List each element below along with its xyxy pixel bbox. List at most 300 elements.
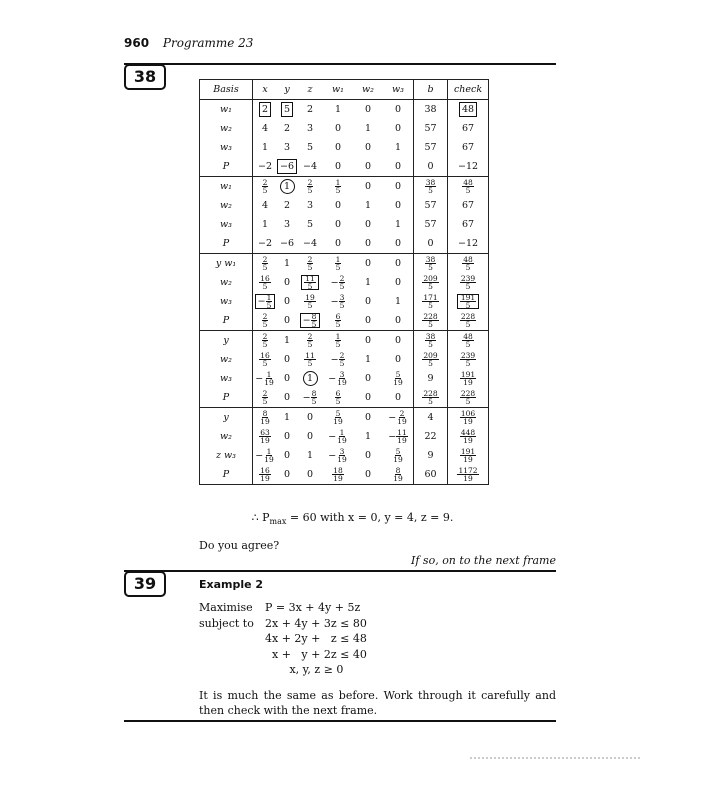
value-cell <box>253 465 278 485</box>
fraction: $\frac{6}{5}$ <box>335 388 341 406</box>
value-cell <box>253 388 278 408</box>
lp-label <box>199 631 265 647</box>
frame-number-39: 39 <box>124 571 166 597</box>
fraction: $\frac{228}{5}$ <box>423 388 438 406</box>
value-cell: − $\frac{1}{19}$ <box>328 427 347 445</box>
conclusion-sub: max <box>269 517 287 527</box>
value-cell: 0 <box>364 160 372 172</box>
value-cell: 0 <box>394 122 402 134</box>
value-cell: 2 <box>306 103 314 115</box>
value-cell: 3 <box>306 122 314 134</box>
value-cell: −12 <box>448 157 489 177</box>
lp-line <box>199 662 367 678</box>
fraction: $\frac{239}{5}$ <box>460 350 476 368</box>
table-row <box>200 254 489 274</box>
value-cell: −6 <box>280 237 295 249</box>
boxed-value <box>301 275 319 290</box>
value-cell <box>448 465 489 485</box>
value-cell: 2 <box>283 122 291 134</box>
basis-cell: P <box>200 234 253 254</box>
lp-expression: 4x + 2y + z ≤ 48 <box>265 632 367 645</box>
fraction: $\frac{239}{5}$ <box>460 273 476 291</box>
fraction: $\frac{1}{5}$ <box>335 177 341 195</box>
fraction: $\frac{2}{5}$ <box>307 331 313 349</box>
value-cell <box>297 350 323 369</box>
lp-problem <box>199 600 367 678</box>
table-row <box>200 234 489 254</box>
fraction: $\frac{191}{5}$ <box>460 292 476 310</box>
value-cell: 57 <box>414 196 448 215</box>
fraction: $\frac{2}{19}$ <box>397 408 407 426</box>
value-cell <box>448 388 489 408</box>
value-cell: − $\frac{1}{19}$ <box>255 446 274 464</box>
value-cell: 0 <box>353 408 383 428</box>
value-cell: 1 <box>364 430 372 442</box>
value-cell <box>414 350 448 369</box>
basis-cell: y w₁ <box>200 254 253 274</box>
value-cell: 1 <box>306 449 314 461</box>
fraction: $\frac{209}{5}$ <box>423 273 438 291</box>
value-cell: 0 <box>283 430 291 442</box>
fraction: $\frac{8}{19}$ <box>260 408 270 426</box>
value-cell: − $\frac{2}{19}$ <box>383 408 414 428</box>
value-cell: 0 <box>394 199 402 211</box>
table-row <box>200 427 489 446</box>
value-cell <box>383 465 414 485</box>
basis-cell: w₃ <box>200 369 253 388</box>
lp-expression: P = 3x + 4y + 5z <box>265 601 361 614</box>
value-cell: 1 <box>394 295 402 307</box>
lp-expression: 2x + 4y + 3z ≤ 80 <box>265 616 367 630</box>
value-cell: − $\frac{3}{5}$ <box>330 292 345 310</box>
table-row <box>200 177 489 197</box>
table-row <box>200 138 489 157</box>
table-row <box>200 369 489 388</box>
fraction: $\frac{38}{5}$ <box>425 177 436 195</box>
value-cell: − $\frac{11}{19}$ <box>388 427 407 445</box>
value-cell <box>277 100 297 120</box>
faint-dotted-line <box>470 757 640 761</box>
value-cell <box>323 408 353 428</box>
value-cell: 0 <box>394 276 402 288</box>
value-cell: 0 <box>364 141 372 153</box>
fraction: $\frac{2}{5}$ <box>262 331 268 349</box>
value-cell: 0 <box>334 218 342 230</box>
fraction: $\frac{2}{5}$ <box>307 254 313 272</box>
value-cell: − $\frac{3}{19}$ <box>328 369 347 387</box>
lp-label: subject to <box>199 616 254 630</box>
basis-cell: P <box>200 465 253 485</box>
fraction: $\frac{171}{5}$ <box>423 292 438 310</box>
value-cell: 67 <box>448 119 489 138</box>
table-header-cell: Basis <box>200 80 253 100</box>
table-row <box>200 119 489 138</box>
value-cell <box>448 311 489 331</box>
value-cell: 0 <box>394 103 402 115</box>
fraction: $\frac{63}{19}$ <box>260 427 270 445</box>
value-cell: 0 <box>283 314 291 326</box>
boxed-value: − $\frac{1}{5}$ <box>255 294 276 309</box>
basis-cell: y <box>200 331 253 351</box>
lp-expression: x + y + 2z ≤ 40 <box>265 647 367 661</box>
value-cell: 0 <box>364 449 372 461</box>
instruction-paragraph: It is much the same as before. Work through it carefully and then check with the next frame. <box>199 689 556 717</box>
value-cell: 4 <box>261 199 269 211</box>
value-cell <box>297 311 323 331</box>
example-title: Example 2 <box>199 578 264 591</box>
value-cell <box>297 292 323 311</box>
value-cell <box>448 100 489 120</box>
table-row <box>200 196 489 215</box>
fraction: $\frac{16}{5}$ <box>260 350 270 368</box>
value-cell: 0 <box>306 468 314 480</box>
basis-cell: w₃ <box>200 215 253 234</box>
value-cell <box>448 408 489 428</box>
value-cell: 38 <box>414 100 448 120</box>
value-cell: −2 <box>257 160 272 172</box>
table-header-cell: check <box>448 80 489 100</box>
table-row <box>200 100 489 120</box>
value-cell: 0 <box>364 218 372 230</box>
basis-cell: w₃ <box>200 292 253 311</box>
value-cell: 60 <box>414 465 448 485</box>
value-cell: 1 <box>364 276 372 288</box>
value-cell: 0 <box>353 177 383 197</box>
boxed-value <box>457 294 479 309</box>
value-cell <box>253 292 278 311</box>
value-cell <box>448 369 489 388</box>
question: Do you agree? <box>199 539 280 552</box>
value-cell <box>448 177 489 197</box>
basis-cell: w₁ <box>200 177 253 197</box>
value-cell <box>448 273 489 292</box>
fraction: $\frac{106}{19}$ <box>460 408 476 426</box>
conclusion <box>0 511 705 526</box>
value-cell <box>253 408 278 428</box>
value-cell: − $\frac{1}{19}$ <box>255 369 274 387</box>
table-row <box>200 350 489 369</box>
fraction: $\frac{1}{5}$ <box>266 292 272 310</box>
basis-cell: w₁ <box>200 100 253 120</box>
value-cell: 67 <box>448 215 489 234</box>
value-cell: 0 <box>364 103 372 115</box>
value-cell: 0 <box>394 353 402 365</box>
value-cell <box>297 331 323 351</box>
fraction: $\frac{8}{19}$ <box>393 465 403 483</box>
basis-cell: z w₃ <box>200 446 253 465</box>
fraction: $\frac{48}{5}$ <box>463 254 473 272</box>
value-cell: −4 <box>303 160 318 172</box>
value-cell <box>323 465 353 485</box>
value-cell: 0 <box>283 276 291 288</box>
fraction: $\frac{1}{5}$ <box>335 254 341 272</box>
fraction: $\frac{3}{5}$ <box>339 292 345 310</box>
value-cell: −12 <box>448 234 489 254</box>
fraction: $\frac{1}{19}$ <box>264 446 274 464</box>
value-cell <box>323 331 353 351</box>
basis-cell: P <box>200 388 253 408</box>
boxed-value: 48 <box>459 102 477 117</box>
value-cell <box>414 292 448 311</box>
value-cell: 9 <box>414 369 448 388</box>
value-cell <box>277 157 297 177</box>
value-cell <box>383 369 414 388</box>
value-cell: 0 <box>364 295 372 307</box>
table-row <box>200 465 489 485</box>
table-row <box>200 388 489 408</box>
fraction: $\frac{2}{5}$ <box>262 388 268 406</box>
value-cell: 3 <box>306 199 314 211</box>
value-cell <box>297 369 323 388</box>
value-cell: 0 <box>283 372 291 384</box>
value-cell: 0 <box>364 372 372 384</box>
value-cell: 0 <box>383 254 414 274</box>
value-cell: 0 <box>334 122 342 134</box>
basis-cell: w₃ <box>200 138 253 157</box>
value-cell <box>297 254 323 274</box>
value-cell <box>414 388 448 408</box>
value-cell: 0 <box>334 237 342 249</box>
fraction: $\frac{11}{5}$ <box>305 273 315 291</box>
value-cell: 0 <box>394 391 402 403</box>
fraction: $\frac{6}{5}$ <box>335 311 341 329</box>
simplex-table <box>199 79 489 485</box>
value-cell: 57 <box>414 119 448 138</box>
basis-cell: w₂ <box>200 350 253 369</box>
value-cell: 0 <box>383 177 414 197</box>
value-cell: 0 <box>283 391 291 403</box>
table-row <box>200 157 489 177</box>
conclusion-text: = 60 with x = 0, y = 4, z = 9. <box>286 511 454 524</box>
table-row <box>200 215 489 234</box>
value-cell: −4 <box>303 237 318 249</box>
table-header-cell: y <box>277 80 297 100</box>
fraction: $\frac{3}{19}$ <box>337 369 347 387</box>
fraction: $\frac{2}{5}$ <box>339 350 345 368</box>
value-cell: 1 <box>394 218 402 230</box>
fraction: $\frac{11}{19}$ <box>397 427 407 445</box>
lp-label: Maximise <box>199 601 253 614</box>
value-cell <box>323 311 353 331</box>
value-cell: 3 <box>283 218 291 230</box>
value-cell <box>297 177 323 197</box>
table-row <box>200 292 489 311</box>
basis-cell: P <box>200 311 253 331</box>
conclusion-lead: ∴ P <box>251 511 270 524</box>
value-cell: 1 <box>277 331 297 351</box>
page-number: 960 <box>124 36 150 50</box>
next-frame-link[interactable]: If so, on to the next frame <box>411 554 556 567</box>
value-cell <box>414 331 448 351</box>
value-cell <box>448 292 489 311</box>
value-cell: 1 <box>364 122 372 134</box>
fraction: $\frac{16}{19}$ <box>260 465 270 483</box>
value-cell: 2 <box>283 199 291 211</box>
value-cell: 3 <box>283 141 291 153</box>
fraction: $\frac{2}{5}$ <box>339 273 345 291</box>
value-cell: 5 <box>306 141 314 153</box>
value-cell: 0 <box>364 391 372 403</box>
fraction: $\frac{1}{5}$ <box>335 331 341 349</box>
fraction: $\frac{1172}{19}$ <box>458 465 478 483</box>
lp-label <box>199 662 265 678</box>
value-cell: 22 <box>414 427 448 446</box>
value-cell: 9 <box>414 446 448 465</box>
value-cell <box>253 350 278 369</box>
top-rule <box>124 63 556 65</box>
value-cell: 0 <box>364 237 372 249</box>
value-cell: 1 <box>394 141 402 153</box>
value-cell <box>383 446 414 465</box>
fraction: $\frac{2}{5}$ <box>307 177 313 195</box>
value-cell: 1 <box>364 353 372 365</box>
value-cell <box>253 311 278 331</box>
value-cell: 4 <box>261 122 269 134</box>
value-cell <box>414 177 448 197</box>
value-cell: 0 <box>306 430 314 442</box>
fraction: $\frac{2}{5}$ <box>262 311 268 329</box>
value-cell <box>277 177 297 197</box>
value-cell: 67 <box>448 138 489 157</box>
value-cell: 1 <box>334 103 342 115</box>
table-header-cell: b <box>414 80 448 100</box>
value-cell: − $\frac{2}{5}$ <box>330 273 345 291</box>
fraction: $\frac{5}{19}$ <box>393 446 403 464</box>
basis-cell: y <box>200 408 253 428</box>
value-cell: 0 <box>394 160 402 172</box>
table-row <box>200 408 489 428</box>
lp-expression: x, y, z ≥ 0 <box>265 663 344 676</box>
lp-line <box>199 631 367 647</box>
value-cell: −2 <box>257 237 272 249</box>
value-cell: 0 <box>394 314 402 326</box>
frame-number-38: 38 <box>124 64 166 90</box>
boxed-value: 2 <box>259 102 271 117</box>
fraction: $\frac{2}{5}$ <box>262 254 268 272</box>
value-cell <box>297 273 323 292</box>
fraction: $\frac{5}{19}$ <box>393 369 403 387</box>
value-cell: 0 <box>334 199 342 211</box>
value-cell: 0 <box>283 468 291 480</box>
value-cell: − $\frac{3}{19}$ <box>328 446 347 464</box>
lp-line <box>199 616 367 632</box>
fraction: $\frac{448}{19}$ <box>460 427 476 445</box>
value-cell: 57 <box>414 215 448 234</box>
lp-line <box>199 600 367 616</box>
value-cell <box>253 331 278 351</box>
fraction: $\frac{8}{5}$ <box>311 311 317 329</box>
fraction: $\frac{209}{5}$ <box>423 350 438 368</box>
value-cell: 0 <box>414 157 448 177</box>
fraction: $\frac{38}{5}$ <box>425 254 436 272</box>
page-header <box>124 36 253 50</box>
value-cell <box>323 254 353 274</box>
basis-cell: w₂ <box>200 196 253 215</box>
programme-title: Programme 23 <box>162 36 254 50</box>
value-cell: 0 <box>383 331 414 351</box>
fraction: $\frac{2}{5}$ <box>262 177 268 195</box>
value-cell: 1 <box>364 199 372 211</box>
fraction: $\frac{18}{19}$ <box>333 465 343 483</box>
fraction: $\frac{228}{5}$ <box>423 311 438 329</box>
boxed-value: −6 <box>277 159 297 174</box>
fraction: $\frac{191}{19}$ <box>460 446 476 464</box>
fraction: $\frac{19}{5}$ <box>305 292 315 310</box>
value-cell: 0 <box>297 408 323 428</box>
fraction: $\frac{3}{19}$ <box>337 446 347 464</box>
table-row <box>200 446 489 465</box>
value-cell <box>414 311 448 331</box>
value-cell: − $\frac{2}{5}$ <box>330 350 345 368</box>
lp-label <box>199 647 265 663</box>
value-cell: 4 <box>414 408 448 428</box>
fraction: $\frac{1}{19}$ <box>337 427 347 445</box>
value-cell <box>414 273 448 292</box>
boxed-value: − $\frac{8}{5}$ <box>300 313 321 328</box>
table-row <box>200 311 489 331</box>
value-cell <box>323 177 353 197</box>
value-cell: 0 <box>353 331 383 351</box>
fraction: $\frac{16}{5}$ <box>260 273 270 291</box>
bottom-rule <box>124 720 556 722</box>
value-cell: 1 <box>277 254 297 274</box>
value-cell: 1 <box>261 141 269 153</box>
value-cell: 0 <box>394 237 402 249</box>
pivot-circle: 1 <box>280 179 295 194</box>
fraction: $\frac{11}{5}$ <box>305 350 315 368</box>
value-cell: 0 <box>334 160 342 172</box>
table-row <box>200 331 489 351</box>
pivot-circle: 1 <box>303 371 318 386</box>
table-header-cell: w₃ <box>383 80 414 100</box>
fraction: $\frac{228}{5}$ <box>460 311 476 329</box>
basis-cell: w₂ <box>200 427 253 446</box>
value-cell <box>253 427 278 446</box>
lp-line <box>199 647 367 663</box>
boxed-value: 5 <box>281 102 293 117</box>
value-cell: 0 <box>364 468 372 480</box>
value-cell: 5 <box>306 218 314 230</box>
value-cell <box>448 446 489 465</box>
value-cell <box>414 254 448 274</box>
table-header-cell: w₁ <box>323 80 353 100</box>
value-cell: 0 <box>283 295 291 307</box>
table-header-cell: x <box>253 80 278 100</box>
value-cell: 0 <box>283 449 291 461</box>
value-cell <box>253 273 278 292</box>
fraction: $\frac{5}{19}$ <box>333 408 343 426</box>
value-cell <box>448 254 489 274</box>
basis-cell: w₂ <box>200 273 253 292</box>
value-cell <box>448 331 489 351</box>
fraction: $\frac{1}{19}$ <box>264 369 274 387</box>
basis-cell: P <box>200 157 253 177</box>
value-cell: 67 <box>448 196 489 215</box>
value-cell: 1 <box>277 408 297 428</box>
value-cell: 0 <box>364 314 372 326</box>
value-cell: − $\frac{8}{5}$ <box>302 388 317 406</box>
table-header-cell: w₂ <box>353 80 383 100</box>
value-cell <box>448 427 489 446</box>
value-cell: 0 <box>334 141 342 153</box>
value-cell <box>253 100 278 120</box>
value-cell <box>253 177 278 197</box>
fraction: $\frac{8}{5}$ <box>311 388 317 406</box>
fraction: $\frac{38}{5}$ <box>425 331 436 349</box>
value-cell <box>323 388 353 408</box>
value-cell: 0 <box>353 254 383 274</box>
fraction: $\frac{48}{5}$ <box>463 177 473 195</box>
